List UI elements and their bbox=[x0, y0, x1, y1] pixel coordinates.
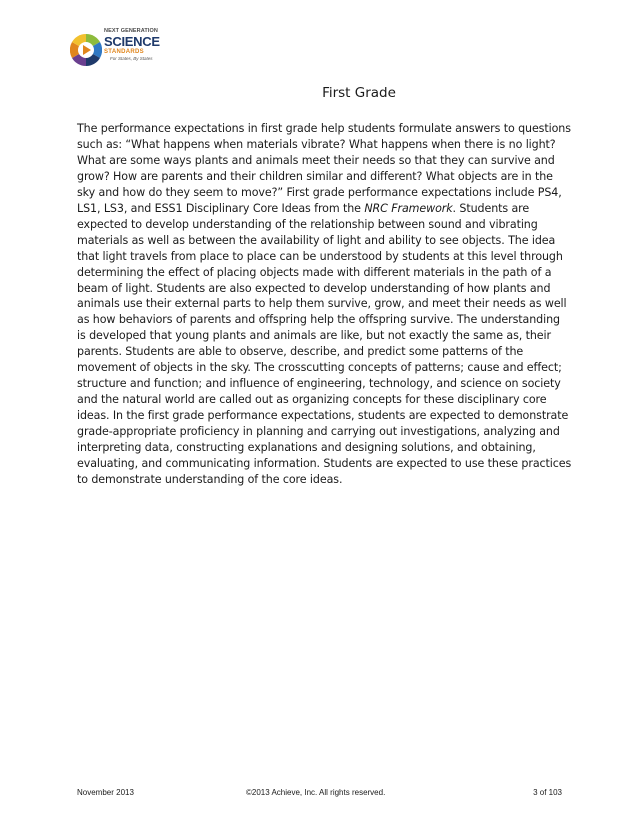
framework-title: NRC Framework bbox=[364, 201, 453, 215]
logo-line-science: SCIENCE bbox=[104, 34, 160, 49]
footer-date: November 2013 bbox=[77, 788, 134, 797]
logo-wordmark bbox=[104, 28, 174, 62]
body-text-part2: . Students are expected to develop understanding of the relationship between sound and vibrating materials as well as between the availability of light and ability to see objects. The idea that light travels from place to place can be understood by students at this level through determining the effect of placing objects made with different materials in the path of a beam of light. Students are also expected to develop understanding of how plants and animals use their external parts to help them survive, grow, and meet their needs as well as how behaviors of parents and offspring help the offspring survive. The understanding is developed that young plants and animals are like, but not exactly the same as, their parents. Students are able to observe, describe, and predict some patterns of the movement of objects in the sky. The crosscutting concepts of patterns; cause and effect; structure and function; and influence of engineering, technology, and science on society and the natural world are called out as organizing concepts for these disciplinary core ideas. In the first grade performance expectations, students are expected to demonstrate grade-appropriate proficiency in planning and carrying out investigations, analyzing and interpreting data, constructing explanations and designing solutions, and obtaining, evaluating, and communicating information. Students are expected to use these practices to demonstrate understanding of the core ideas. bbox=[77, 201, 572, 486]
logo-tagline: For States, By States bbox=[110, 56, 153, 61]
body-text-part1: The performance expectations in first grade help students formulate answers to questions such as: “What happens when materials vibrate? What happens when there is no light? What are some ways plants and animals meet their needs so that they can survive and grow? How are parents and their children similar and different? What objects are in the sky and how do they seem to move?” First grade performance expectations include PS4, LS1, LS3, and ESS1 Disciplinary Core Ideas from the bbox=[77, 122, 571, 215]
footer-page-number: 3 of 103 bbox=[533, 788, 562, 797]
logo-line-next-generation: NEXT GENERATION bbox=[104, 28, 158, 34]
ngss-logo-icon bbox=[70, 32, 102, 68]
logo-line-standards: STANDARDS bbox=[104, 49, 144, 55]
footer-copyright: ©2013 Achieve, Inc. All rights reserved. bbox=[246, 788, 386, 797]
ngss-logo bbox=[70, 28, 170, 72]
body-paragraph bbox=[77, 121, 572, 488]
page-title: First Grade bbox=[322, 85, 396, 101]
